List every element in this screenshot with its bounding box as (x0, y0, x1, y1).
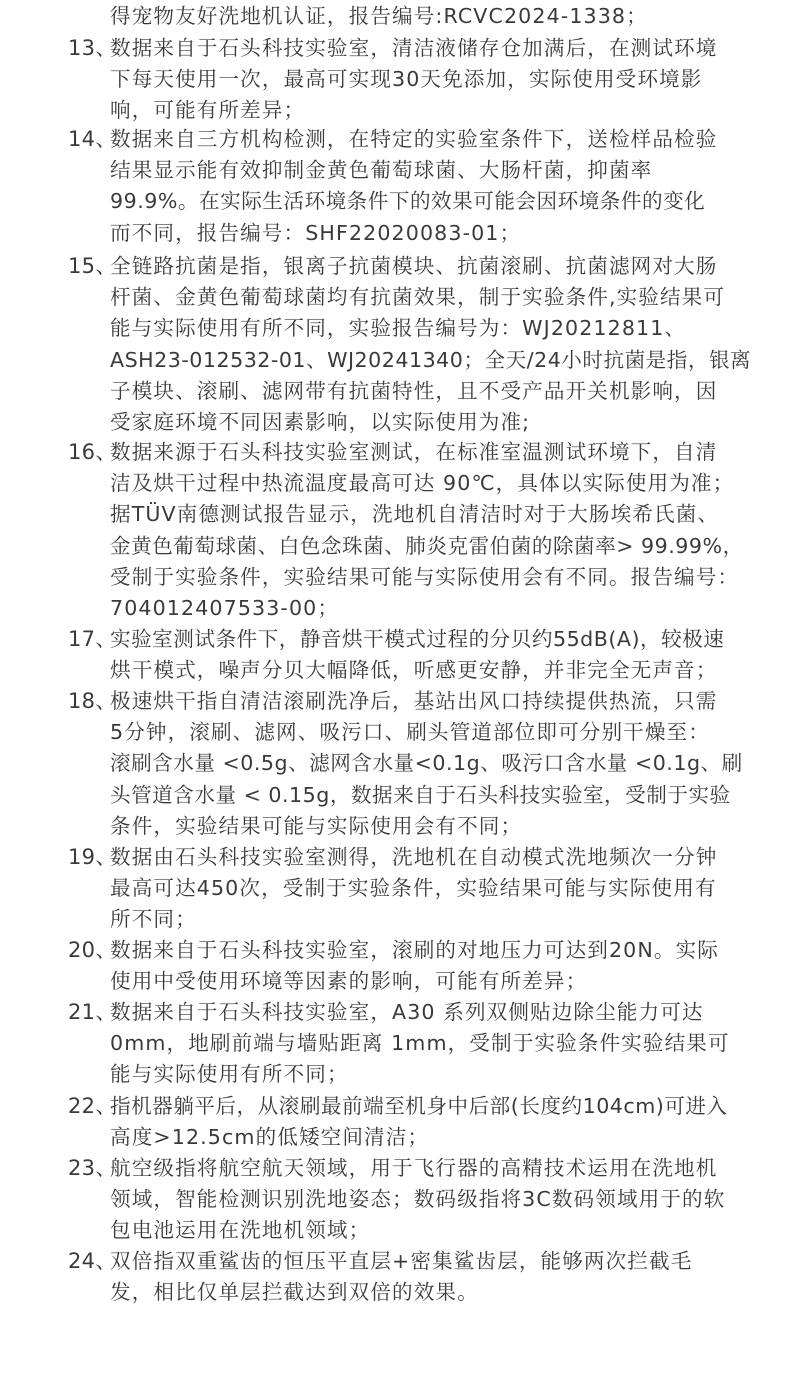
footnote-line: ASH23-012532-01、WJ20241340；全天/24小时抗菌是指，银离 (110, 347, 752, 372)
footnote-text (110, 997, 790, 1091)
footnote-number: 24、 (68, 1249, 117, 1273)
footnote-line: 发，相比仅单层拦截达到双倍的效果。 (110, 1280, 479, 1305)
footnote-text (110, 1246, 790, 1308)
footnote-line: 最高可达450次，受制于实验条件，实验结果可能与实际使用有 (110, 876, 717, 901)
footnote-text (110, 1, 790, 32)
footnote-text (110, 842, 790, 936)
footnote-line: 704012407533-00； (110, 595, 340, 620)
footnote-line: 洁及烘干过程中热流温度最高可达 90℃，具体以实际使用为准； (110, 471, 735, 496)
footnote-number: 16、 (68, 440, 117, 464)
footnote-line: 数据来自于石头科技实验室，A30 系列双侧贴边除尘能力可达 (110, 1000, 704, 1024)
footnote-line: 杆菌、金黄色葡萄球菌均有抗菌效果，制于实验条件,实验结果可 (110, 285, 726, 310)
footnote-number: 18、 (68, 689, 117, 713)
footnote-line: 下每天使用一次，最高可实现30天免添加，实际使用受环境影 (110, 67, 703, 92)
footnote-number: 22、 (68, 1094, 117, 1118)
footnote-line: 数据来源于石头科技实验室测试，在标准室温测试环境下，自清 (110, 440, 718, 464)
footnote-line: 双倍指双重鲨齿的恒压平直层+密集鲨齿层，能够两次拦截毛 (110, 1249, 693, 1273)
footnote-line: 受家庭环境不同因素影响，以实际使用为准; (110, 409, 531, 434)
footnote-line: 99.9%。在实际生活环境条件下的效果可能会因环境条件的变化 (110, 189, 706, 214)
footnote-text (110, 437, 790, 624)
footnote-text (110, 124, 790, 249)
footnote-line: 条件，实验结果可能与实际使用会有不同； (110, 813, 523, 838)
footnote-number: 17、 (68, 627, 117, 651)
footnote-line: 结果显示能有效抑制金黄色葡萄球菌、大肠杆菌，抑菌率 (110, 158, 653, 183)
footnote-line: 极速烘干指自清洁滚刷洗净后，基站出风口持续提供热流，只需 (110, 689, 718, 713)
footnote-text (110, 1153, 790, 1247)
footnote-line: 所不同； (110, 907, 197, 932)
footnote-line: 5分钟，滚刷、滤网、吸污口、刷头管道部位即可分别干燥至： (110, 720, 710, 745)
footnote-line: 实验室测试条件下，静音烘干模式过程的分贝约55dB(A)，较极速 (110, 627, 725, 651)
footnote-line: 滚刷含水量 <0.5g、滤网含水量<0.1g、吸污口含水量 <0.1g、刷 (110, 751, 743, 776)
footnote-line: 头管道含水量 < 0.15g，数据来自于石头科技实验室，受制于实验 (110, 782, 731, 807)
footnote-line: 数据由石头科技实验室测得，洗地机在自动模式洗地频次一分钟 (110, 845, 718, 869)
footnote-line: 而不同，报告编号：SHF22020083-01； (110, 220, 522, 245)
footnote-line: 得宠物友好洗地机认证，报告编号:RCVC2024-1338； (110, 4, 648, 28)
footnote-line: 高度>12.5cm的低矮空间清洁； (110, 1125, 430, 1150)
footnote-line: 指机器躺平后，从滚刷最前端至机身中后部(长度约104cm)可进入 (110, 1094, 728, 1118)
footnote-number: 23、 (68, 1156, 117, 1180)
footnote-line: 能与实际使用有所不同，实验报告编号为：WJ20212811、 (110, 316, 687, 341)
footnote-line: 使用中受使用环境等因素的影响，可能有所差异； (110, 969, 588, 994)
footnote-line: 领域，智能检测识别洗地姿态；数码级指将3C数码领域用于的软 (110, 1187, 726, 1212)
footnote-line: 金黄色葡萄球菌、白色念珠菌、肺炎克雷伯菌的除菌率> 99.99%， (110, 533, 744, 558)
footnote-line: 全链路抗菌是指，银离子抗菌模块、抗菌滚刷、抗菌滤网对大肠 (110, 254, 718, 278)
footnote-text (110, 33, 790, 127)
footnote-line: 能与实际使用有所不同； (110, 1062, 349, 1087)
footnote-number: 15、 (68, 254, 117, 278)
footnote-line: 数据来自于石头科技实验室，清洁液储存仓加满后，在测试环境 (110, 36, 718, 60)
footnote-text (110, 1091, 790, 1153)
footnote-number: 20、 (68, 938, 117, 962)
footnote-line: 烘干模式，噪声分贝大幅降低，听感更安静，并非完全无声音； (110, 658, 718, 683)
footnote-number: 13、 (68, 36, 117, 60)
footnote-line: 数据来自于石头科技实验室，滚刷的对地压力可达到20N。实际 (110, 938, 719, 962)
footnote-line: 子模块、滚刷、滤网带有抗菌特性，且不受产品开关机影响，因 (110, 378, 718, 403)
footnote-line: 数据来自三方机构检测，在特定的实验室条件下，送检样品检验 (110, 127, 718, 151)
footnote-text (110, 251, 790, 438)
footnote-line: 响，可能有所差异； (110, 98, 306, 123)
footnote-text (110, 686, 790, 842)
footnote-line: 包电池运用在洗地机领域； (110, 1218, 371, 1243)
footnote-line: 航空级指将航空航天领域，用于飞行器的高精技术运用在洗地机 (110, 1156, 718, 1180)
footnote-line: 0mm，地刷前端与墙贴距离 1mm，受制于实验条件实验结果可 (110, 1031, 730, 1056)
footnote-number: 14、 (68, 127, 117, 151)
footnote-line: 据TÜV南德测试报告显示，洗地机自清洁时对于大肠埃希氏菌、 (110, 502, 720, 527)
footnote-text (110, 935, 790, 997)
footnote-text (110, 624, 790, 686)
footnote-number: 19、 (68, 845, 117, 869)
footnote-line: 受制于实验条件，实验结果可能与实际使用会有不同。报告编号： (110, 564, 740, 589)
footnote-number: 21、 (68, 1000, 117, 1024)
